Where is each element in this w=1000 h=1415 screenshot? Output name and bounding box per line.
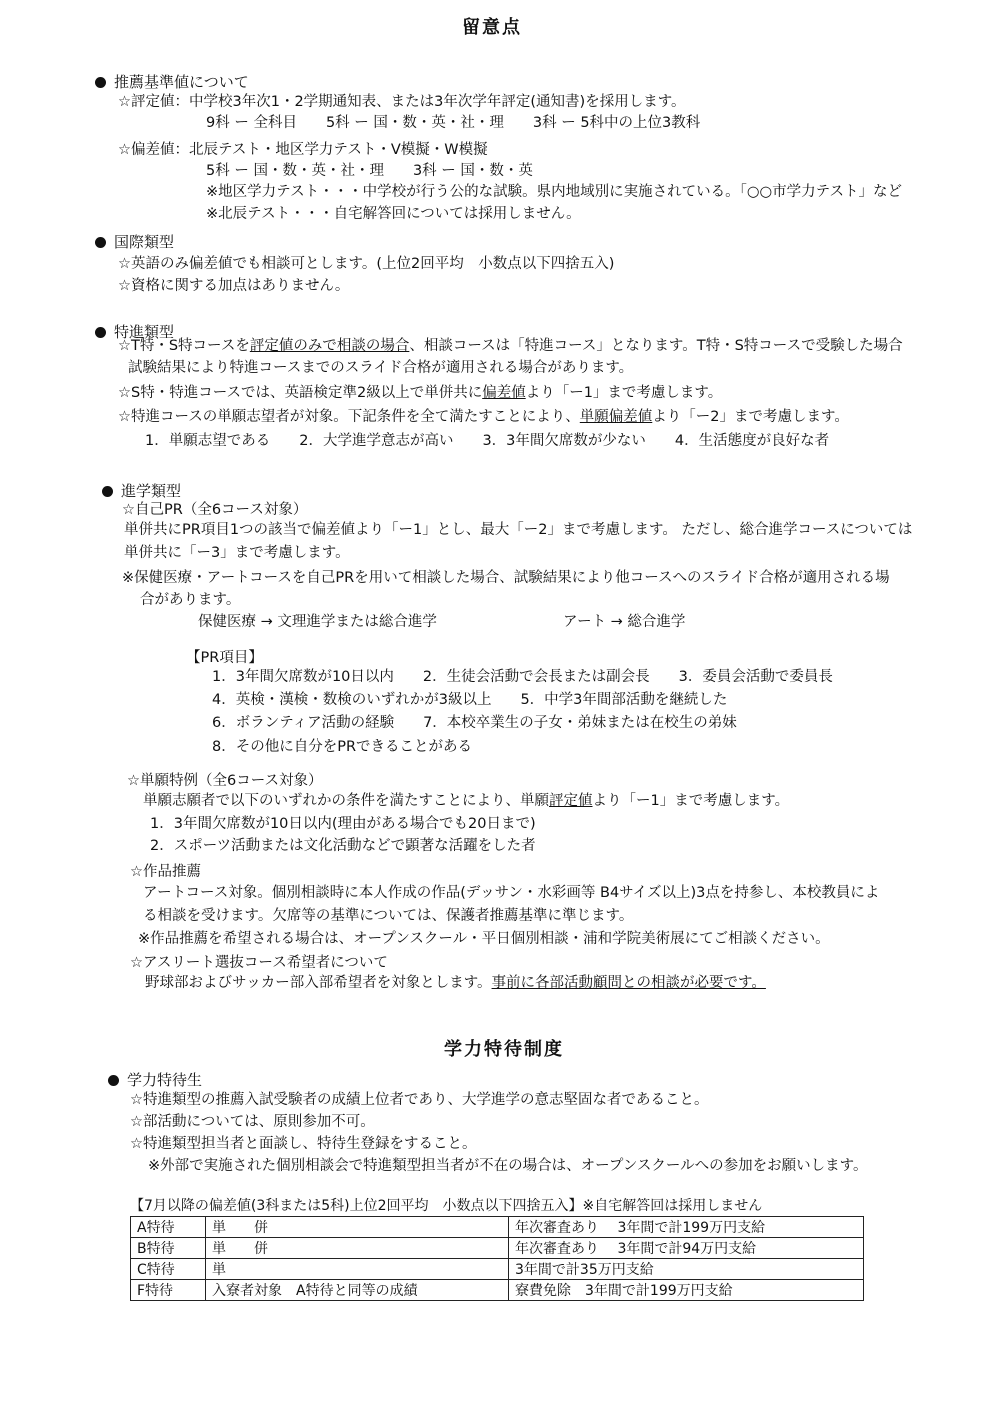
slide-rule-1: 保健医療 → 文理進学または総合進学: [198, 614, 437, 630]
tangan-title: ☆単願特例（全6コース対象）: [127, 773, 323, 789]
tokushin-conditions: 1．単願志望である 2．大学進学意志が高い 3．3年間欠席数が少ない 4．生活態度が良好な者: [145, 433, 830, 449]
hensa-note-1: ※地区学力テスト・・・中学校が行う公的な試験。県内地域別に実施されている。「○○市学力テスト」など: [206, 184, 903, 200]
hoken-line-2: 合があります。: [140, 592, 241, 608]
tokutai-condition: 入寮者対象 A特待と同等の成績: [206, 1280, 509, 1301]
tokutai-name: A特待: [131, 1217, 206, 1238]
slide-rule-2: アート → 総合進学: [563, 614, 686, 630]
table-row: [131, 1259, 864, 1280]
hoken-line-1: ※保健医療・アートコースを自己PRを用いて相談した場合、試験結果により他コースへのスライド合格が適用される場: [122, 570, 890, 586]
tokutai-condition: 単 併: [206, 1217, 509, 1238]
hensa-line: ☆偏差値：北辰テスト・地区学力テスト・V模擬・W模擬: [118, 142, 488, 158]
tokutai-condition: 単: [206, 1259, 509, 1280]
section-heading-tokushin: 特進類型: [95, 322, 174, 342]
hyotei-line: ☆評定値：中学校3年次1・2学期通知表、または3年次学年評定(通知書)を採用します。: [118, 94, 686, 110]
tokutai-line-1: ☆特進類型の推薦入試受験者の成績上位者であり、大学進学の意志堅固な者であること。: [130, 1092, 709, 1108]
pr-item: 6．ボランティア活動の経験 7．本校卒業生の子女・弟妹または在校生の弟妹: [212, 715, 737, 731]
tokutai-name: F特待: [131, 1280, 206, 1301]
hensa-sub: 5科 ー 国・数・英・社・理 3科 ー 国・数・英: [206, 163, 533, 179]
athlete-line-1: 野球部およびサッカー部入部希望者を対象とします。事前に各部活動顧問との相談が必要です。: [145, 975, 766, 991]
table-row: [131, 1280, 864, 1301]
athlete-title: ☆アスリート選抜コース希望者について: [130, 955, 388, 971]
pr-line-1: 単併共にPR項目1つの該当で偏差値より「ー1」とし、最大「ー2」まで考慮します。 ただし、総合進学コースについては: [124, 522, 913, 538]
section-heading-kokusai: 国際類型: [95, 232, 174, 252]
tokushin-line-3: ☆S特・特進コースでは、英語検定準2級以上で単併共に偏差値より「ー1」まで考慮します。: [118, 385, 723, 401]
pr-item: 4．英検・漢検・数検のいずれかが3級以上 5．中学3年間部活動を継続した: [212, 692, 728, 708]
pr-item: 1．3年間欠席数が10日以内 2．生徒会活動で会長または副会長 3．委員会活動で委員長: [212, 669, 833, 685]
section-heading-tokutai: 学力特待生: [108, 1070, 202, 1090]
bullet-icon: [108, 1075, 119, 1086]
hensa-note-2: ※北辰テスト・・・自宅解答回については採用しません。: [206, 206, 581, 222]
section-heading-shingaku: 進学類型: [102, 481, 181, 501]
tokutai-benefit: 3年間で計35万円支給: [509, 1259, 864, 1280]
tokushin-line-4: ☆特進コースの単願志望者が対象。下記条件を全て満たすことにより、単願偏差値より「ー2」まで考慮します。: [118, 409, 849, 425]
tokutai-condition: 単 併: [206, 1238, 509, 1259]
sakuhin-line-1: アートコース対象。個別相談時に本人作成の作品(デッサン・水彩画等 B4サイズ以上)3点を持参し、本校教員によ: [143, 885, 880, 901]
section-title-tokutai: 学力特待制度: [444, 1039, 564, 1060]
table-row: [131, 1217, 864, 1238]
tokutai-benefit: 年次審査あり 3年間で計94万円支給: [509, 1238, 864, 1259]
pr-title: ☆自己PR（全6コース対象）: [122, 502, 308, 518]
bullet-icon: [95, 327, 106, 338]
tokutai-line-4: ※外部で実施された個別相談会で特進類型担当者が不在の場合は、オープンスクールへの参加をお願いします。: [148, 1158, 868, 1174]
tokushin-line-1: ☆T特・S特コースを評定値のみで相談の場合、相談コースは「特進コース」となります。T特・S特コースで受験した場合: [118, 338, 903, 354]
tokushin-line-2: 試験結果により特進コースまでのスライド合格が適用される場合があります。: [128, 360, 634, 376]
tokutai-benefit: 年次審査あり 3年間で計199万円支給: [509, 1217, 864, 1238]
sakuhin-line-3: ※作品推薦を希望される場合は、オープンスクール・平日個別相談・浦和学院美術展にてご相談ください。: [138, 931, 830, 947]
pr-line-2: 単併共に「ー3」まで考慮します。: [124, 545, 350, 561]
hyotei-sub: 9科 ー 全科目 5科 ー 国・数・英・社・理 3科 ー 5科中の上位3教科: [206, 115, 701, 131]
pr-item: 8．その他に自分をPRできることがある: [212, 739, 473, 755]
table-note: 【7月以降の偏差値(3科または5科)上位2回平均 小数点以下四捨五入】※自宅解答回は採用しません: [130, 1198, 763, 1214]
section-heading-suisen: 推薦基準値について: [95, 72, 249, 92]
kokusai-line-2: ☆資格に関する加点はありません。: [118, 278, 350, 294]
bullet-icon: [102, 486, 113, 497]
tokutai-benefit: 寮費免除 3年間で計199万円支給: [509, 1280, 864, 1301]
tokutai-table: [130, 1216, 864, 1301]
bullet-icon: [95, 77, 106, 88]
sakuhin-line-2: る相談を受けます。欠席等の基準については、保護者推薦基準に準じます。: [143, 908, 634, 924]
table-row: [131, 1238, 864, 1259]
tokutai-line-3: ☆特進類型担当者と面談し、特待生登録をすること。: [130, 1136, 477, 1152]
page-title: 留意点: [462, 17, 522, 38]
tangan-line-3: 2．スポーツ活動または文化活動などで顕著な活躍をした者: [150, 838, 536, 854]
kokusai-line-1: ☆英語のみ偏差値でも相談可とします。(上位2回平均 小数点以下四捨五入): [118, 256, 615, 272]
bullet-icon: [95, 237, 106, 248]
tangan-line-2: 1．3年間欠席数が10日以内(理由がある場合でも20日まで): [150, 816, 536, 832]
sakuhin-title: ☆作品推薦: [130, 864, 201, 880]
tokutai-line-2: ☆部活動については、原則参加不可。: [130, 1114, 375, 1130]
pr-items-title: 【PR項目】: [186, 650, 263, 666]
tokutai-name: B特待: [131, 1238, 206, 1259]
tokutai-name: C特待: [131, 1259, 206, 1280]
tangan-line-1: 単願志願者で以下のいずれかの条件を満たすことにより、単願評定値より「ー1」まで考慮します。: [143, 793, 790, 809]
